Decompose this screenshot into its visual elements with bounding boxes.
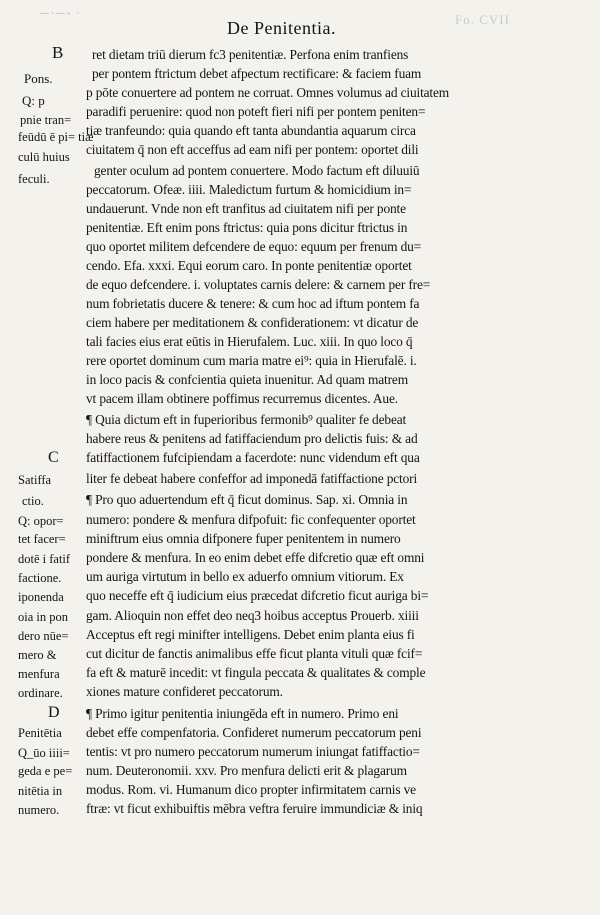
margin-note: nitētia in bbox=[18, 784, 63, 798]
text-line: ¶ Pro quo aduertendum eft q̄ ficut dominus. Sap. xi. Omnia in bbox=[86, 492, 408, 507]
text-line: fatiffactionem fufcipiendam a facerdote: nunc videndum eft qua bbox=[86, 450, 420, 465]
text-line: quo oportet militem defcendere de equo: equum per frenum du= bbox=[86, 239, 422, 254]
text-line: ret dietam triū dierum fc3 penitentiæ. Perfona enim tranfiens bbox=[92, 47, 409, 62]
margin-note: feūdū ē pi= tiæ bbox=[18, 130, 94, 144]
text-line: penitentiæ. Eft enim pons ftrictus: quia pons dicitur ftrictus in bbox=[86, 220, 408, 235]
margin-note: factione. bbox=[18, 571, 62, 585]
text-line: um auriga virtutum in bello ex aduerfo omnium vitiorum. Ex bbox=[86, 569, 404, 584]
margin-note: tet facer= bbox=[18, 532, 66, 546]
text-line: de equo defcendere. i. voluptates carnis delere: & carnem per fre= bbox=[86, 277, 431, 292]
text-line: cendo. Efa. xxxi. Equi eorum caro. In ponte penitentiæ oportet bbox=[86, 258, 412, 273]
text-line: ¶ Primo igitur penitentia iniungēda eft in numero. Primo eni bbox=[86, 706, 399, 721]
margin-note: culū huius bbox=[18, 150, 70, 164]
text-line: habere reus & penitens ad fatiffaciendum pro delictis fuis: & ad bbox=[86, 431, 418, 446]
text-line: num fobrietatis ducere & tenere: & cum hoc ad iftum pontem fa bbox=[86, 296, 420, 311]
margin-note: Satiffa bbox=[18, 473, 52, 487]
text-line: ftræ: vt ficut exhibuiftis mēbra veftra feruire immundiciæ & iniq bbox=[86, 801, 423, 816]
text-line: peccatorum. Ofeæ. iiii. Maledictum furtum & homicidium in= bbox=[86, 182, 412, 197]
text-line: tentis: vt pro numero peccatorum numerum iniungat fatiffactio= bbox=[86, 744, 420, 759]
text-line: num. Deuteronomii. xxv. Pro menfura delicti erit & plagarum bbox=[86, 763, 407, 778]
text-line: vt pacem illam obtinere poffimus recurremus dicentes. Aue. bbox=[86, 391, 398, 406]
text-line: liter fe debeat habere confeffor ad imponedā fatiffactione pctori bbox=[86, 471, 418, 486]
text-line: modus. Rom. vi. Humanum dico propter infirmitatem carnis ve bbox=[86, 782, 416, 797]
margin-note: ctio. bbox=[22, 494, 44, 508]
text-line: rere oportet dominum cum maria matre ei⁹: quia in Hierufalē. i. bbox=[86, 353, 417, 368]
margin-note: feculi. bbox=[18, 172, 50, 186]
margin-note: Q_ūo iiii= bbox=[18, 746, 70, 760]
corner-printer-marks: —·—◦ · bbox=[40, 8, 82, 18]
text-line: Acceptus eft regi minifter intelligens. Debet enim planta eius fi bbox=[86, 627, 415, 642]
margin-note: menfura bbox=[18, 667, 60, 681]
text-line: debet effe compenfatoria. Confideret numerum peccatorum peni bbox=[86, 725, 422, 740]
text-line: tali facies eius erat eūtis in Hierufalem. Luc. xiii. In quo loco q̄ bbox=[86, 334, 413, 349]
text-line: cut dicitur de fanctis animalibus effe ficut planta vituli quæ fcif= bbox=[86, 646, 423, 661]
margin-note: Penitētia bbox=[18, 726, 62, 740]
margin-note: D bbox=[48, 704, 60, 721]
text-line: in loco pacis & confcientia quieta inuenitur. Ad quam matrem bbox=[86, 372, 408, 387]
text-line: tiæ tranfeundo: quia quando eft tanta abundantia aquarum circa bbox=[86, 123, 416, 138]
text-line: ciuitatem q̄ non eft acceffus ad eam nifi per pontem: oportet dili bbox=[86, 142, 419, 157]
margin-note: pnie tran= bbox=[20, 113, 72, 127]
margin-note: numero. bbox=[18, 803, 60, 817]
margin-note: Q: p bbox=[22, 93, 45, 108]
running-head: De Penitentia. bbox=[227, 18, 336, 38]
margin-note: iponenda bbox=[18, 590, 64, 604]
margin-note: oia in pon bbox=[18, 610, 68, 624]
text-line: quo neceffe eft q̄ iudicium eius præcedat difcretio ficut auriga bi= bbox=[86, 588, 429, 603]
folio-show-through: Fo. CVII bbox=[455, 12, 510, 27]
margin-note: geda e pe= bbox=[18, 764, 73, 778]
margin-note: dotē i fatif bbox=[18, 552, 71, 566]
text-line: fa eft & maturē incedit: vt fingula peccata & qualitates & comple bbox=[86, 665, 426, 680]
text-line: gam. Alioquin non effet deo neq3 hoibus acceptus Prouerb. xiiii bbox=[86, 608, 419, 623]
text-line: xiones mature confideret peccatorum. bbox=[86, 684, 283, 699]
text-line: ¶ Quia dictum eft in fuperioribus fermonib⁹ qualiter fe debeat bbox=[86, 412, 407, 427]
margin-note: Q: opor= bbox=[18, 514, 64, 528]
text-line: p pōte conuertere ad pontem ne corruat. Omnes volumus ad ciuitatem bbox=[86, 85, 450, 100]
margin-note: ordinare. bbox=[18, 686, 63, 700]
text-line: genter oculum ad pontem conuertere. Modo factum eft diluuiū bbox=[94, 163, 420, 178]
text-line: pondere & menfura. In eo enim debet effe difcretio quæ eft omni bbox=[86, 550, 425, 565]
text-line: undauerunt. Vnde non eft tranfitus ad ciuitatem nifi per ponte bbox=[86, 201, 406, 216]
margin-note: B bbox=[52, 43, 64, 62]
margin-note: Pons. bbox=[24, 71, 53, 86]
text-line: paradifi peruenire: quod non poteft fieri nifi per pontem peniten= bbox=[86, 104, 426, 119]
text-line: miniftrum eius omnia difponere fuper penitentem in numero bbox=[86, 531, 401, 546]
margin-note: C bbox=[48, 449, 59, 466]
margin-note: dero nūe= bbox=[18, 629, 69, 643]
text-line: ciem habere per meditationem & confiderationem: vt dicatur de bbox=[86, 315, 419, 330]
text-line: numero: pondere & menfura difpofuit: fic confequenter oportet bbox=[86, 512, 416, 527]
margin-note: mero & bbox=[18, 648, 57, 662]
text-line: per pontem ftrictum debet afpectum rectificare: & faciem fuam bbox=[92, 66, 422, 81]
